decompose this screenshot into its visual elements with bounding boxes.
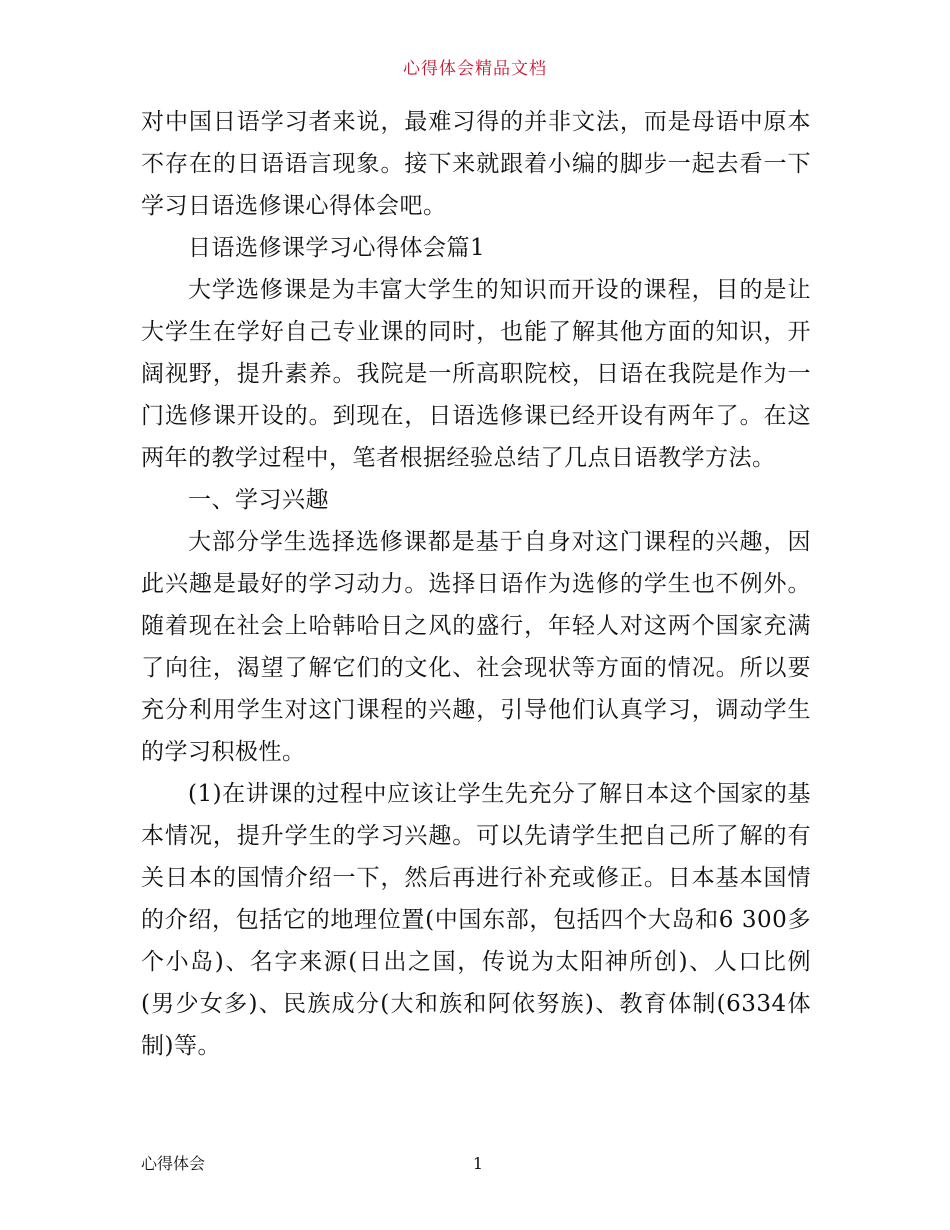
document-body: [141, 101, 811, 1067]
page-header-title: 心得体会精品文档: [403, 59, 547, 79]
footer-label: 心得体会: [141, 1154, 206, 1173]
intro-paragraph: 对中国日语学习者来说，最难习得的并非文法，而是母语中原本不存在的日语语言现象。接下来就跟着小编的脚步一起去看一下学习日语选修课心得体会吧。: [141, 109, 811, 219]
body-paragraph: (1)在讲课的过程中应该让学生先充分了解日本这个国家的基本情况，提升学生的学习兴趣。可以先请学生把自己所了解的有关日本的国情介绍一下，然后再进行补充或修正。日本基本国情的介绍，包括它的地理位置(中国东部，包括四个大岛和6 300多个小岛)、名字来源(日出之国，传说为太阳神所创)、人口比例(男少女多)、民族成分(大和族和阿依努族)、教育体制(6334体制)等。: [141, 781, 811, 1059]
subsection-heading: 一、学习兴趣: [188, 487, 329, 513]
body-paragraph: 大部分学生选择选修课都是基于自身对这门课程的兴趣，因此兴趣是最好的学习动力。选择日语作为选修的学生也不例外。随着现在社会上哈韩哈日之风的盛行，年轻人对这两个国家充满了向往，渴望了解它们的文化、社会现状等方面的情况。所以要充分利用学生对这门课程的兴趣，引导他们认真学习，调动学生的学习积极性。: [141, 529, 811, 765]
body-paragraph: 大学选修课是为丰富大学生的知识而开设的课程，目的是让大学生在学好自己专业课的同时，也能了解其他方面的知识，开阔视野，提升素养。我院是一所高职院校，日语在我院是作为一门选修课开设的。到现在，日语选修课已经开设有两年了。在这两年的教学过程中，笔者根据经验总结了几点日语教学方法。: [141, 277, 811, 471]
section-title: 日语选修课学习心得体会篇1: [188, 235, 486, 261]
page-number: 1: [472, 1154, 484, 1173]
